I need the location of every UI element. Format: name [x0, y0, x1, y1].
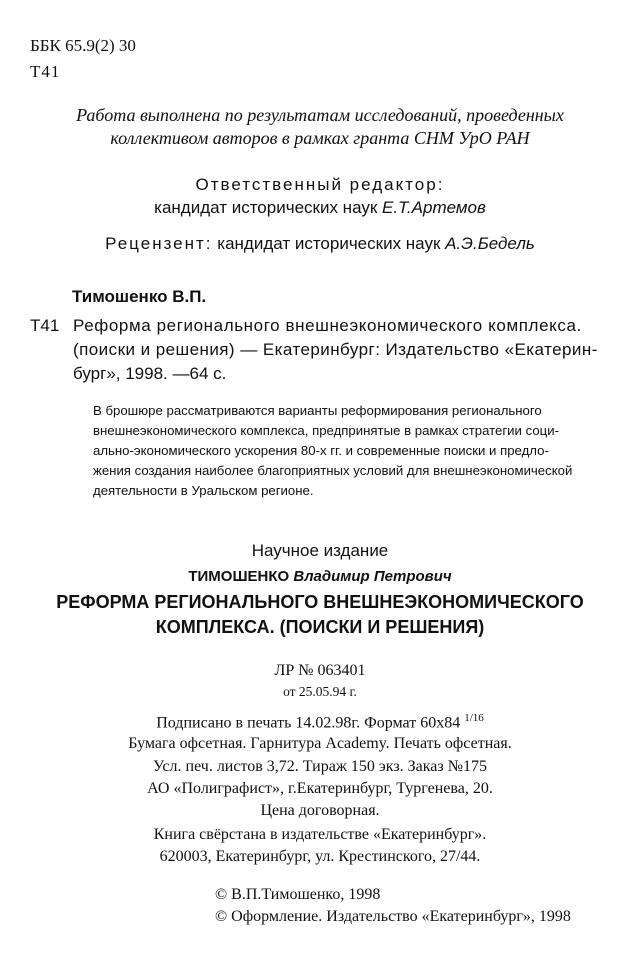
reviewer-name: А.Э.Бедель — [445, 234, 535, 253]
copyright-design: © Оформление. Издательство «Екатеринбург», 1998 — [215, 908, 571, 925]
editor-label: Ответственный редактор: — [195, 175, 445, 194]
reviewer-prefix: кандидат исторических наук — [212, 234, 446, 253]
reviewer-line — [0, 234, 640, 254]
bib-code: Т41 — [30, 316, 60, 335]
price-info: Цена договорная. — [260, 802, 380, 819]
colophon-title-line-1: РЕФОРМА РЕГИОНАЛЬНОГО ВНЕШНЕЭКОНОМИЧЕСКОГО — [56, 592, 584, 612]
colophon-title-line-2: КОМПЛЕКСА. (ПОИСКИ И РЕШЕНИЯ) — [155, 617, 485, 637]
publisher-address: 620003, Екатеринбург, ул. Крестинского, 27/44. — [159, 848, 481, 865]
abstract-line-2: внешнеэкономического комплекса, предпринятые в рамках стратегии соци- — [93, 423, 559, 438]
colophon-author — [0, 568, 640, 585]
colophon-author-surname: ТИМОШЕНКО — [188, 568, 290, 585]
signed-text: Подписано в печать 14.02.98г. Формат 60х84 — [156, 714, 465, 732]
signed-for-print — [0, 712, 640, 732]
grant-note-line-1: Работа выполнена по результатам исследований, проведенных — [76, 105, 564, 125]
copyright-author: © В.П.Тимошенко, 1998 — [215, 886, 381, 903]
editor-line — [0, 198, 640, 218]
grant-note-line-2: коллективом авторов в рамках гранта СНМ УрО РАН — [110, 128, 530, 148]
bib-line-2: (поиски и решения) — Екатеринбург: Издательство «Екатерин- — [73, 340, 598, 359]
edition-type: Научное издание — [251, 541, 389, 560]
editor-name: Е.Т.Артемов — [382, 198, 486, 217]
author-mark: Т41 — [30, 62, 61, 81]
abstract-line-3: ально-экономического ускорения 80-х гг. и современные поиски и предло- — [93, 443, 549, 458]
abstract-line-1: В брошюре рассматриваются варианты реформирования регионального — [93, 403, 542, 418]
paper-info: Бумага офсетная. Гарнитура Academy. Печать офсетная. — [128, 735, 512, 752]
colophon-author-given: Владимир Петрович — [289, 568, 452, 585]
bib-line-1: Реформа регионального внешнеэкономического комплекса. — [73, 316, 582, 335]
reviewer-label: Рецензент: — [105, 234, 213, 253]
license-number: ЛР № 063401 — [274, 662, 366, 679]
typeset-info: Книга свёрстана в издательстве «Екатеринбург». — [153, 826, 487, 843]
printer-info: АО «Полиграфист», г.Екатеринбург, Тургенева, 20. — [147, 780, 493, 797]
abstract-line-5: деятельности в Уральском регионе. — [93, 483, 314, 498]
bib-author: Тимошенко В.П. — [72, 287, 207, 306]
bib-line-3: бург», 1998. —64 с. — [73, 364, 227, 383]
license-date: от 25.05.94 г. — [283, 684, 357, 699]
sheets-info: Усл. печ. листов 3,72. Тираж 150 экз. Заказ №175 — [153, 758, 487, 775]
format-fraction: 1/16 — [464, 712, 484, 724]
editor-prefix: кандидат исторических наук — [154, 198, 382, 217]
abstract-line-4: жения создания наиболее благоприятных условий для внешнеэкономической — [93, 463, 573, 478]
bbk-code: ББК 65.9(2) 30 — [30, 36, 136, 55]
